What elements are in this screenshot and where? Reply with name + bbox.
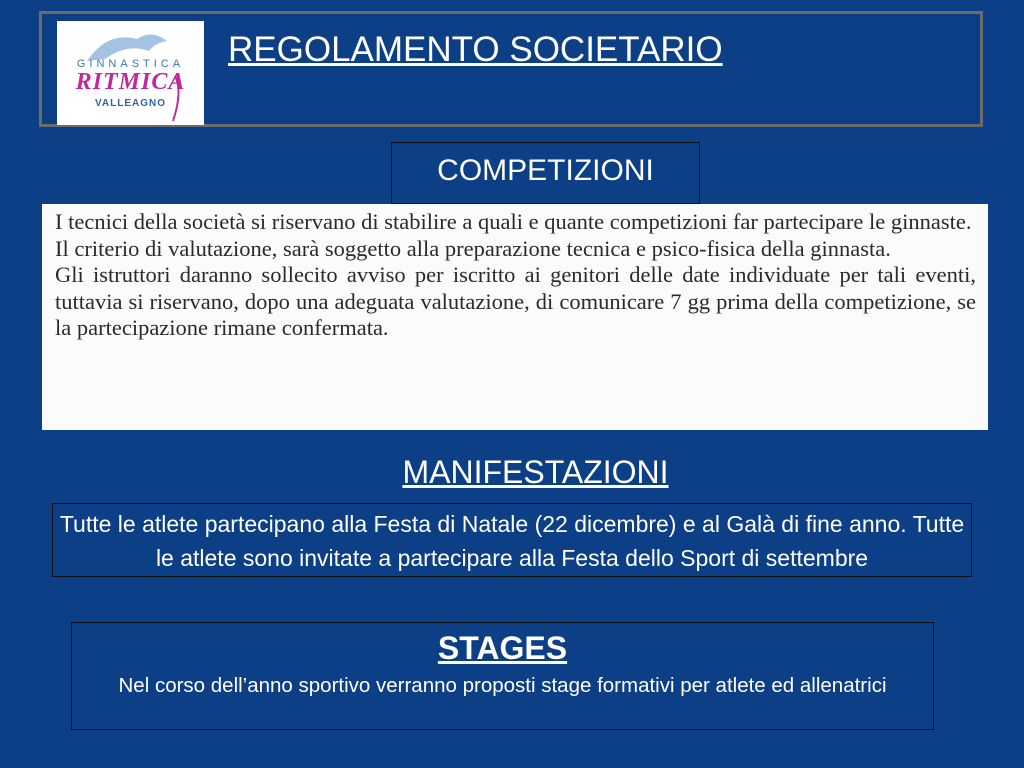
page-title: REGOLAMENTO SOCIETARIO <box>228 30 723 69</box>
manifestazioni-heading: MANIFESTAZIONI <box>402 454 669 490</box>
stages-text: Nel corso dell’anno sportivo verranno proposti stage formativi per atlete ed allenatrici <box>118 674 887 697</box>
competizioni-paragraph: Il criterio di valutazione, sarà soggetto alla preparazione tecnica e psico-fisica della ginnasta. <box>55 235 891 261</box>
stages-heading: STAGES <box>437 630 568 666</box>
manifestazioni-text: Tutte le atlete partecipano alla Festa di Natale (22 dicembre) e al Galà di fine anno. Tutte le atlete sono invitate a partecipare alla Festa dello Sport di settembre <box>59 511 965 571</box>
logo-line-ritmica: RITMICA <box>75 69 186 95</box>
competizioni-text-panel <box>42 204 988 430</box>
club-logo <box>57 21 204 125</box>
competizioni-heading: COMPETIZIONI <box>437 154 654 187</box>
competizioni-paragraph: Gli istruttori daranno sollecito avviso per iscritto ai genitori delle date individuate per tali eventi, tuttavia si riservano, dopo una adeguata valutazione, di comunicare 7 gg prima della competizione, se la partecipazione rimane confermata. <box>55 262 976 341</box>
logo-line-valleagno: VALLEAGNO <box>94 98 167 109</box>
logo-line-ginnastica: GINNASTICA <box>76 58 185 70</box>
competizioni-paragraph: I tecnici della società si riservano di stabilire a quali e quante competizioni far partecipare le ginnaste. <box>55 209 972 234</box>
